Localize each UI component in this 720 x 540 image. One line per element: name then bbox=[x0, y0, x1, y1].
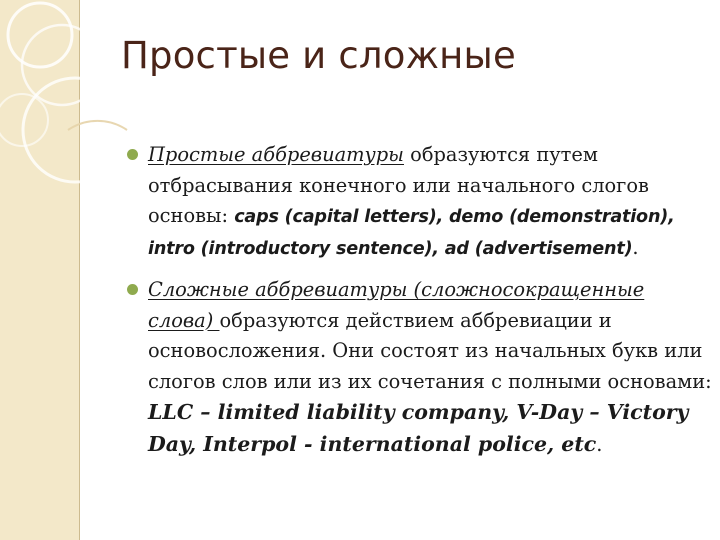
list-item bbox=[127, 275, 712, 460]
term-compound-abbreviations: Сложные аббревиатуры (сложносокращенные слова) bbox=[148, 278, 645, 332]
decorative-circles bbox=[0, 0, 140, 200]
slide-title: Простые и сложные bbox=[121, 34, 516, 77]
examples-text: caps (capital letters), demo (demonstration), intro (introductory sentence), ad (advertisement) bbox=[148, 207, 675, 259]
item-text: образуются действием аббревиации и основосложения. Они состоят из начальных букв или слогов слов или из их сочетания с полными основами: bbox=[148, 308, 712, 393]
bullet-dot-icon bbox=[127, 149, 138, 160]
term-simple-abbreviations: Простые аббревиатуры bbox=[148, 143, 404, 166]
item-end: . bbox=[632, 235, 639, 259]
examples-text: LLC – limited liability company, V-Day – Victory Day, Interpol - international police, etc bbox=[148, 400, 689, 456]
bullet-dot-icon bbox=[127, 284, 138, 295]
item-text: образуются путем отбрасывания конечного или начального слогов основы: bbox=[148, 143, 649, 227]
list-item bbox=[127, 140, 712, 264]
content-list bbox=[127, 140, 712, 460]
item-end: . bbox=[596, 432, 603, 456]
